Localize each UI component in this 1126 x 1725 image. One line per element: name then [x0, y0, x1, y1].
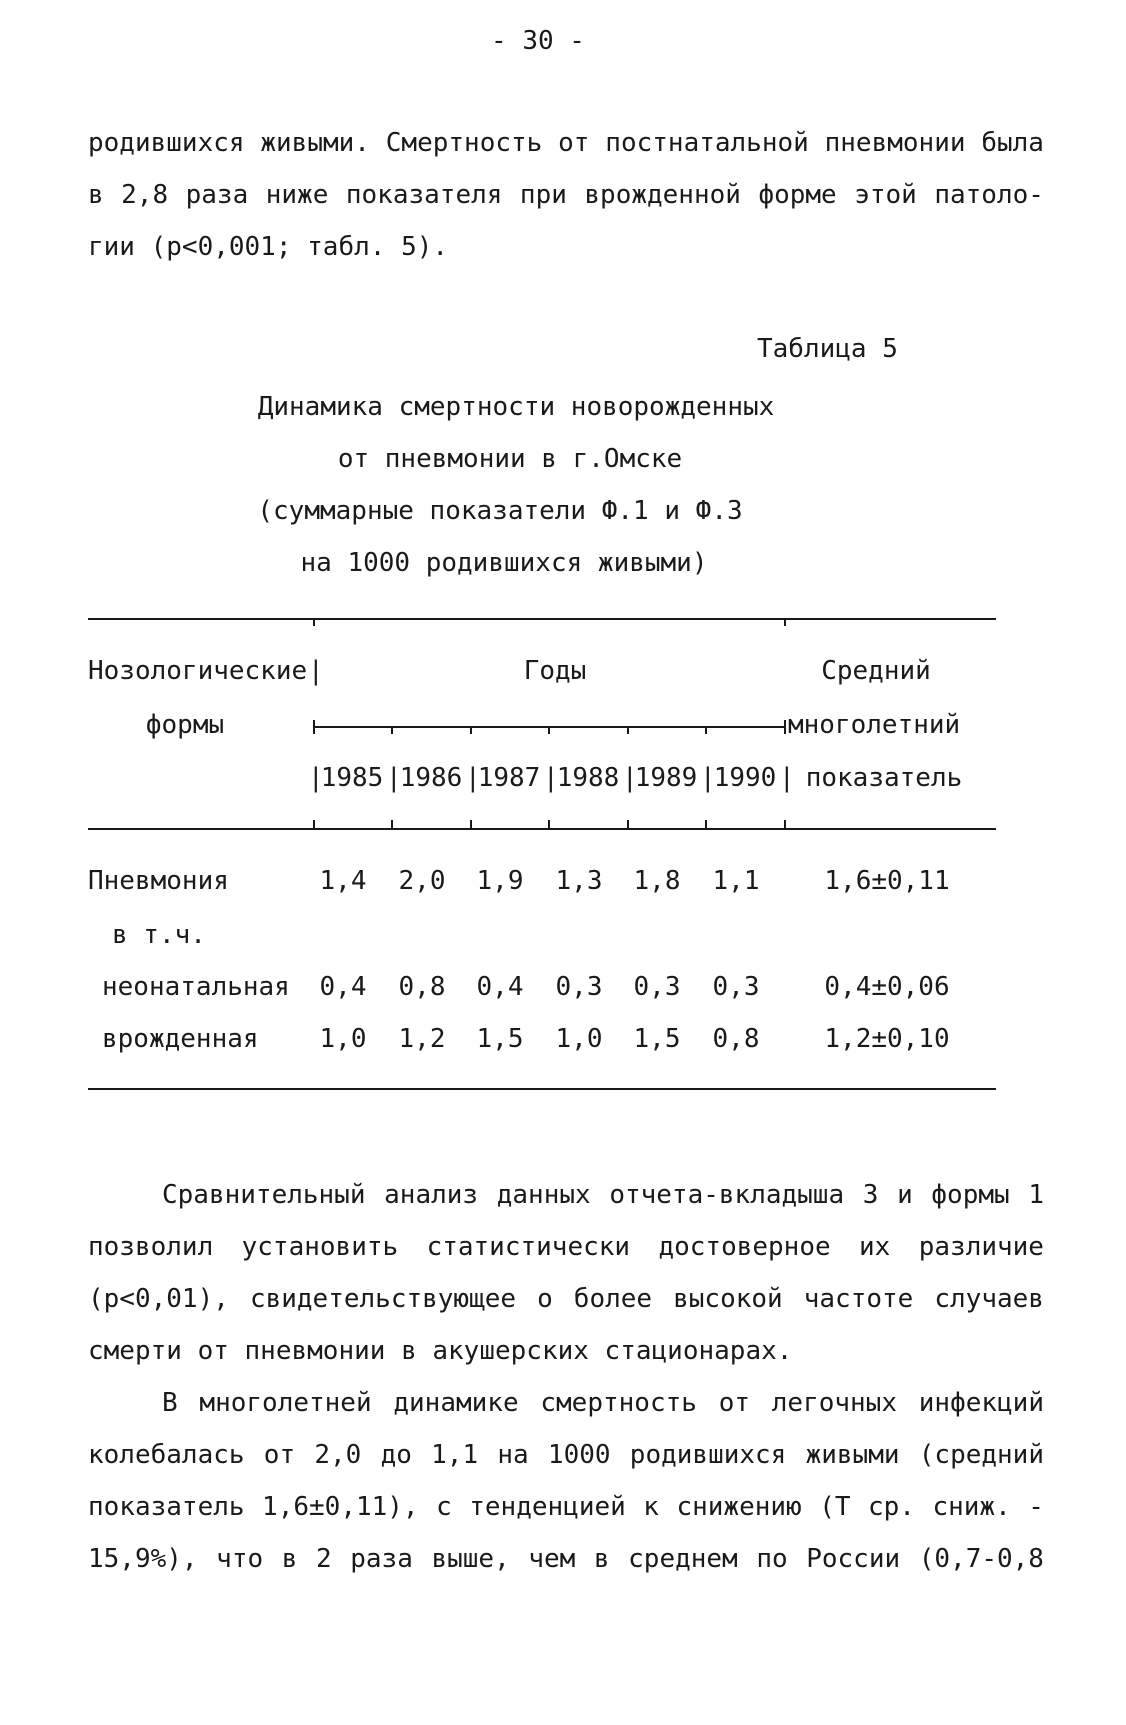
word: легочных: [771, 1388, 897, 1418]
header-avg-line-3: показатель: [805, 763, 963, 793]
word: анализ: [384, 1180, 479, 1210]
word: до: [380, 1440, 412, 1470]
word: что: [216, 1544, 264, 1574]
word: живыми: [805, 1440, 900, 1470]
word: чем: [528, 1544, 576, 1574]
table-tick: [313, 720, 315, 734]
word: различие: [918, 1232, 1044, 1262]
word: показателя: [345, 180, 503, 210]
year-1988: 1988: [556, 763, 620, 793]
word: выше,: [431, 1544, 510, 1574]
table-cell: 1,0: [319, 1024, 367, 1054]
word: показатель: [88, 1492, 245, 1522]
header-bar: |: [779, 763, 795, 793]
word: (р<0,01),: [88, 1284, 229, 1314]
table-top-rule: [88, 618, 996, 620]
word: установить: [241, 1232, 399, 1262]
table-cell: 2,0: [398, 866, 446, 896]
word: статистически: [426, 1232, 631, 1262]
table-cell: 1,9: [476, 866, 524, 896]
header-avg-line-1: Средний: [821, 656, 931, 686]
word: при: [519, 180, 567, 210]
page-number: - 30 -: [491, 26, 585, 56]
word: постнатальной: [605, 128, 809, 158]
word: родившихся: [629, 1440, 787, 1470]
table-cell: 1,8: [633, 866, 681, 896]
paragraph2-line-2: [88, 1234, 1044, 1260]
table-cell: 1,3: [555, 866, 603, 896]
header-bar: |: [543, 763, 559, 793]
paragraph2-line-3: [88, 1286, 1044, 1312]
table-label: Таблица 5: [757, 334, 898, 364]
word: от: [558, 128, 590, 158]
word: многолетней: [199, 1388, 372, 1418]
table-cell-avg: 0,4±0,06: [824, 972, 950, 1002]
row-label: врожденная: [102, 1024, 259, 1054]
word: данных: [496, 1180, 591, 1210]
table-cell: 1,1: [712, 866, 760, 896]
word: в: [281, 1544, 298, 1574]
word: 15,9%),: [88, 1544, 198, 1574]
table-title-line-1: Динамика смертности новорожденных: [257, 392, 775, 422]
table-cell: 1,2: [398, 1024, 446, 1054]
header-divider: |: [308, 656, 324, 686]
word: 1,6±0,11),: [262, 1492, 419, 1522]
word: раза: [350, 1544, 413, 1574]
word: этой: [854, 180, 917, 210]
table-tick: [313, 820, 315, 828]
word: (Т: [819, 1492, 851, 1522]
table-tick: [313, 618, 315, 626]
word: раза: [185, 180, 249, 210]
word: на: [497, 1440, 529, 1470]
year-1987: 1987: [477, 763, 541, 793]
word: в: [593, 1544, 610, 1574]
word: пневмонии: [824, 128, 966, 158]
table-cell-avg: 1,2±0,10: [824, 1024, 950, 1054]
row-label: в т.ч.: [112, 920, 206, 950]
word: динамике: [393, 1388, 519, 1418]
word: врожденной: [584, 180, 741, 210]
word: смертность: [540, 1388, 697, 1418]
year-1990: 1990: [713, 763, 777, 793]
word: живыми.: [260, 128, 370, 158]
word: с: [436, 1492, 452, 1522]
year-1989: 1989: [634, 763, 698, 793]
word: о: [537, 1284, 553, 1314]
table-tick: [627, 820, 629, 828]
word: В: [162, 1388, 178, 1418]
intro-line-3: гии (р<0,001; табл. 5).: [88, 232, 449, 262]
table-tick: [705, 726, 707, 734]
paragraph3-line-4: [88, 1546, 1044, 1572]
word: тенденцией: [469, 1492, 626, 1522]
word: -: [1028, 1492, 1044, 1522]
word: России: [806, 1544, 901, 1574]
table-tick: [784, 720, 786, 734]
table-tick: [391, 820, 393, 828]
word: 1000: [547, 1440, 611, 1470]
word: была: [981, 128, 1044, 158]
year-1985: 1985: [320, 763, 384, 793]
table-cell: 1,0: [555, 1024, 603, 1054]
word: 2,0: [314, 1440, 362, 1470]
table-cell: 0,3: [555, 972, 603, 1002]
paragraph2-line-4: смерти от пневмонии в акушерских стационарах.: [88, 1336, 793, 1366]
table-tick: [470, 726, 472, 734]
table-cell-avg: 1,6±0,11: [824, 866, 950, 896]
word: отчета-вкладыша: [609, 1180, 845, 1210]
header-bar: |: [465, 763, 481, 793]
table-cell: 1,5: [633, 1024, 681, 1054]
paragraph2-line-1: [162, 1182, 1044, 1208]
word: колебалась: [88, 1440, 245, 1470]
word: среднем: [628, 1544, 738, 1574]
word: от: [263, 1440, 296, 1470]
table-tick: [470, 820, 472, 828]
table-tick: [784, 820, 786, 828]
table-cell: 0,4: [319, 972, 367, 1002]
word: инфекций: [918, 1388, 1044, 1418]
table-cell: 0,3: [633, 972, 681, 1002]
word: более: [573, 1284, 653, 1314]
word: достоверное: [658, 1232, 831, 1262]
table-cell: 0,4: [476, 972, 524, 1002]
table-bottom-rule: [88, 1088, 996, 1090]
table-tick: [784, 618, 786, 626]
word: и: [897, 1180, 913, 1210]
header-avg-line-2: многолетний: [788, 710, 961, 740]
header-forms-line-2: формы: [145, 710, 225, 740]
table-cell: 1,4: [319, 866, 367, 896]
word: форме: [758, 180, 837, 210]
word: случаев: [934, 1284, 1044, 1314]
table-cell: 1,5: [476, 1024, 524, 1054]
word: родившихся: [88, 128, 245, 158]
table-tick: [391, 726, 393, 734]
word: 2: [315, 1544, 332, 1574]
year-1986: 1986: [399, 763, 463, 793]
paragraph3-line-2: [88, 1442, 1044, 1468]
word: снижению: [676, 1492, 802, 1522]
header-bar: |: [386, 763, 402, 793]
intro-line-1: [88, 130, 1044, 156]
table-tick: [548, 820, 550, 828]
word: формы: [931, 1180, 1010, 1210]
word: 1,1: [431, 1440, 479, 1470]
paragraph3-line-3: [88, 1494, 1044, 1520]
table-header-rule: [88, 828, 996, 830]
paragraph3-line-1: [162, 1390, 1044, 1416]
intro-line-2: [88, 182, 1044, 208]
word: патоло-: [934, 180, 1044, 210]
header-bar: |: [700, 763, 716, 793]
word: (0,7-0,8: [918, 1544, 1044, 1574]
word: от: [718, 1388, 750, 1418]
header-forms-line-1: Нозологические: [88, 656, 308, 686]
word: ср.: [868, 1492, 915, 1522]
header-bar: |: [308, 763, 324, 793]
word: 3: [862, 1180, 879, 1210]
table-tick: [627, 726, 629, 734]
word: Сравнительный: [162, 1180, 366, 1210]
row-label: Пневмония: [88, 866, 229, 896]
word: Смертность: [385, 128, 543, 158]
word: их: [859, 1232, 891, 1262]
word: сниж.: [932, 1492, 1011, 1522]
table-title-line-3: (суммарные показатели Ф.1 и Ф.3: [257, 496, 743, 526]
table-cell: 0,8: [712, 1024, 760, 1054]
row-label: неонатальная: [102, 972, 290, 1002]
word: 1: [1028, 1180, 1044, 1210]
word: (средний: [918, 1440, 1044, 1470]
table-cell: 0,8: [398, 972, 446, 1002]
table-tick: [705, 820, 707, 828]
word: к: [643, 1492, 659, 1522]
word: свидетельствующее: [249, 1284, 517, 1314]
word: ниже: [265, 180, 329, 210]
word: позволил: [88, 1232, 214, 1262]
word: в: [88, 180, 104, 210]
table-tick: [548, 726, 550, 734]
table-cell: 0,3: [712, 972, 760, 1002]
word: частоте: [803, 1284, 914, 1314]
word: высокой: [673, 1284, 783, 1314]
word: по: [756, 1544, 788, 1574]
table-title-line-2: от пневмонии в г.Омске: [337, 444, 683, 474]
header-years-label: Годы: [523, 656, 587, 686]
header-bar: |: [622, 763, 638, 793]
word: 2,8: [121, 180, 169, 210]
table-title-line-4: на 1000 родившихся живыми): [300, 548, 708, 578]
